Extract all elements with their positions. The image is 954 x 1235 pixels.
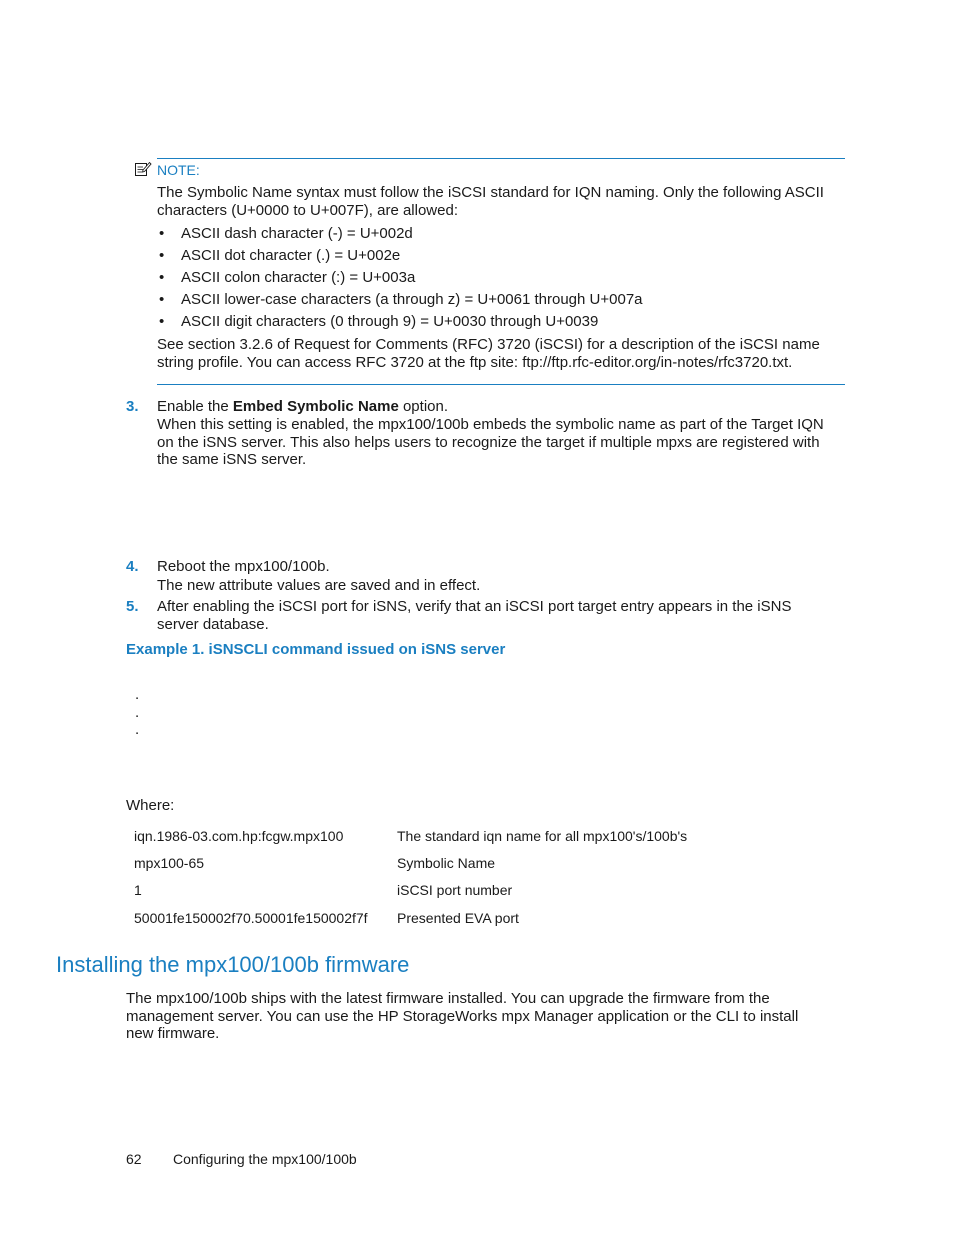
definition-term: iqn.1986-03.com.hp:fcgw.mpx100 [134, 828, 344, 844]
section-body: The mpx100/100b ships with the latest firmware installed. You can upgrade the firmware from the management server. You can use the HP StorageWorks mpx Manager application or the CLI to install new firmware. [126, 990, 799, 1042]
embed-symbolic-name-option: Embed Symbolic Name [232, 398, 399, 415]
note-bottom-rule [157, 384, 845, 385]
step-4-text: Reboot the mpx100/100b. [157, 558, 330, 575]
step-3-text-before: Enable the [157, 398, 233, 415]
definition-desc: iSCSI port number [397, 882, 513, 898]
definition-term: mpx100-65 [134, 855, 205, 871]
allowed-characters-list [157, 225, 643, 335]
where-label: Where: [126, 797, 175, 814]
list-item: • ASCII dash character (-) = U+002d [157, 225, 643, 247]
ellipsis-dot: . [135, 686, 140, 703]
note-paragraph: The Symbolic Name syntax must follow the iSCSI standard for IQN naming. Only the following ASCII characters (U+0000 to U+007F), are allowed: [157, 184, 824, 219]
definition-desc: Symbolic Name [397, 855, 496, 871]
step-3-text [157, 398, 837, 416]
note-top-rule [157, 158, 845, 159]
step-4-detail: The new attribute values are saved and in effect. [157, 577, 481, 594]
note-icon [134, 160, 152, 178]
note-label: NOTE: [157, 162, 200, 178]
step-3-text-after: option. [398, 398, 449, 415]
footer-title: Configuring the mpx100/100b [173, 1151, 357, 1167]
list-item: • ASCII colon character (:) = U+003a [157, 269, 643, 291]
list-item: • ASCII dot character (.) = U+002e [157, 247, 643, 269]
step-number: 4. [126, 558, 139, 575]
note-rfc-paragraph: See section 3.2.6 of Request for Comments (RFC) 3720 (iSCSI) for a description of the iSCSI name string profile. You can access RFC 3720 at the ftp site: ftp://ftp.rfc-editor.org/in-notes/rfc3720.txt. [157, 336, 820, 371]
ellipsis-dot: . [135, 704, 140, 721]
step-3-detail: When this setting is enabled, the mpx100/100b embeds the symbolic name as part of the Target IQN on the iSNS server. This also helps users to recognize the target if multiple mpxs are registered with the same iSNS server. [157, 416, 824, 468]
example-title: Example 1. iSNSCLI command issued on iSNS server [126, 641, 506, 658]
ellipsis-dot: . [135, 721, 140, 738]
list-item: • ASCII digit characters (0 through 9) = U+0030 through U+0039 [157, 313, 643, 335]
list-item: • ASCII lower-case characters (a through z) = U+0061 through U+007a [157, 291, 643, 313]
definition-desc: The standard iqn name for all mpx100's/100b's [397, 828, 688, 844]
page-number: 62 [126, 1151, 142, 1167]
section-heading: Installing the mpx100/100b firmware [56, 952, 410, 977]
step-number: 3. [126, 398, 139, 415]
definition-term: 1 [134, 882, 142, 898]
step-number: 5. [126, 598, 139, 615]
step-5-text: After enabling the iSCSI port for iSNS, verify that an iSCSI port target entry appears in the iSNS server database. [157, 598, 792, 633]
definition-term: 50001fe150002f70.50001fe150002f7f [134, 910, 368, 926]
definition-desc: Presented EVA port [397, 910, 519, 926]
